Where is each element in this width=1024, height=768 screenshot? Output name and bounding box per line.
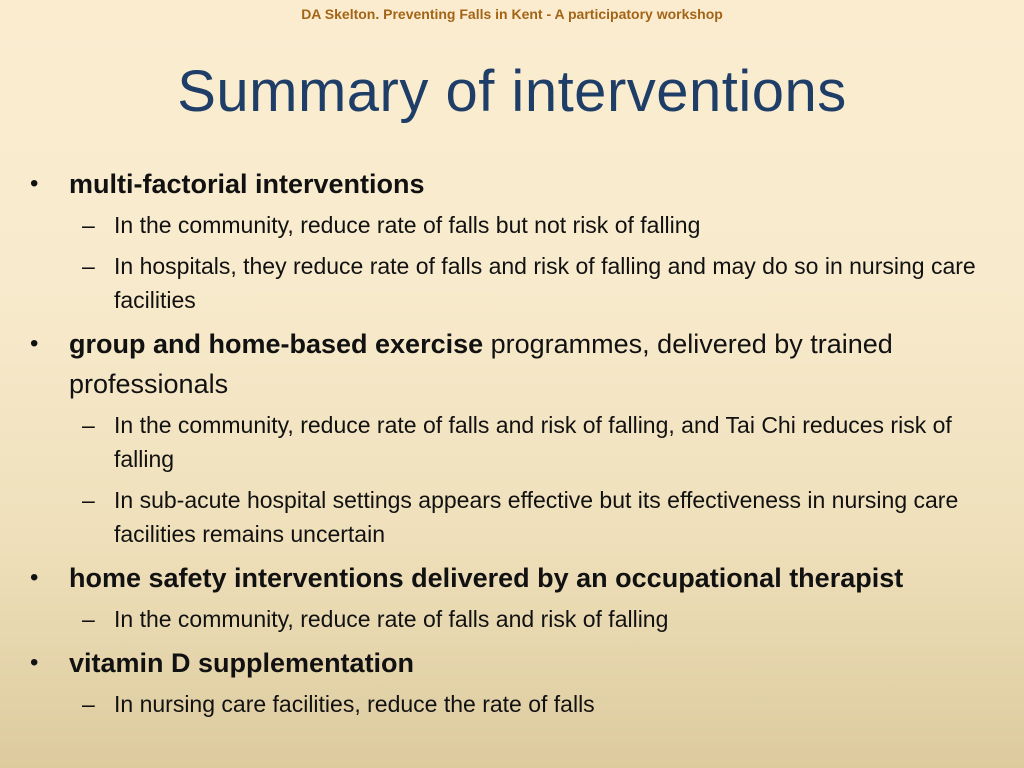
sub-bullet-text: In the community, reduce rate of falls and risk of falling xyxy=(114,606,669,632)
sub-bullet-item xyxy=(0,483,1024,551)
bullet-item xyxy=(0,643,1024,683)
sub-bullet-text: In sub-acute hospital settings appears effective but its effectiveness in nursing care facilities remains uncertain xyxy=(114,487,959,547)
slide-title: Summary of interventions xyxy=(177,59,847,124)
sub-bullet-item xyxy=(0,249,1024,317)
dash-marker: – xyxy=(82,606,95,632)
bullet-list xyxy=(0,164,1024,728)
dash-marker: – xyxy=(82,253,95,279)
bullet-marker: • xyxy=(30,564,39,591)
bullet-marker: • xyxy=(30,649,39,676)
bullet-bold-text: group and home-based exercise xyxy=(69,329,484,359)
sub-bullet-item xyxy=(0,408,1024,476)
bullet-bold-text: vitamin D supplementation xyxy=(69,648,415,678)
dash-marker: – xyxy=(82,691,95,717)
sub-bullet-text: In nursing care facilities, reduce the rate of falls xyxy=(114,691,595,717)
sub-bullet-item xyxy=(0,687,1024,721)
sub-bullet-text: In the community, reduce rate of falls and risk of falling, and Tai Chi reduces risk of falling xyxy=(114,412,952,472)
bullet-bold-text: home safety interventions delivered by an occupational therapist xyxy=(69,563,904,593)
sub-bullet-text: In hospitals, they reduce rate of falls and risk of falling and may do so in nursing care facilities xyxy=(114,253,976,313)
dash-marker: – xyxy=(82,412,95,438)
sub-bullet-text: In the community, reduce rate of falls but not risk of falling xyxy=(114,212,701,238)
dash-marker: – xyxy=(82,212,95,238)
sub-bullet-item xyxy=(0,208,1024,242)
bullet-item xyxy=(0,558,1024,598)
bullet-marker: • xyxy=(30,170,39,197)
sub-bullet-item xyxy=(0,602,1024,636)
bullet-text: programmes, delivered by trained professionals xyxy=(69,329,893,399)
bullet-marker: • xyxy=(30,330,39,357)
header-note: DA Skelton. Preventing Falls in Kent - A participatory workshop xyxy=(301,6,723,22)
bullet-item xyxy=(0,324,1024,404)
bullet-item xyxy=(0,164,1024,204)
bullet-bold-text: multi-factorial interventions xyxy=(69,169,425,199)
dash-marker: – xyxy=(82,487,95,513)
